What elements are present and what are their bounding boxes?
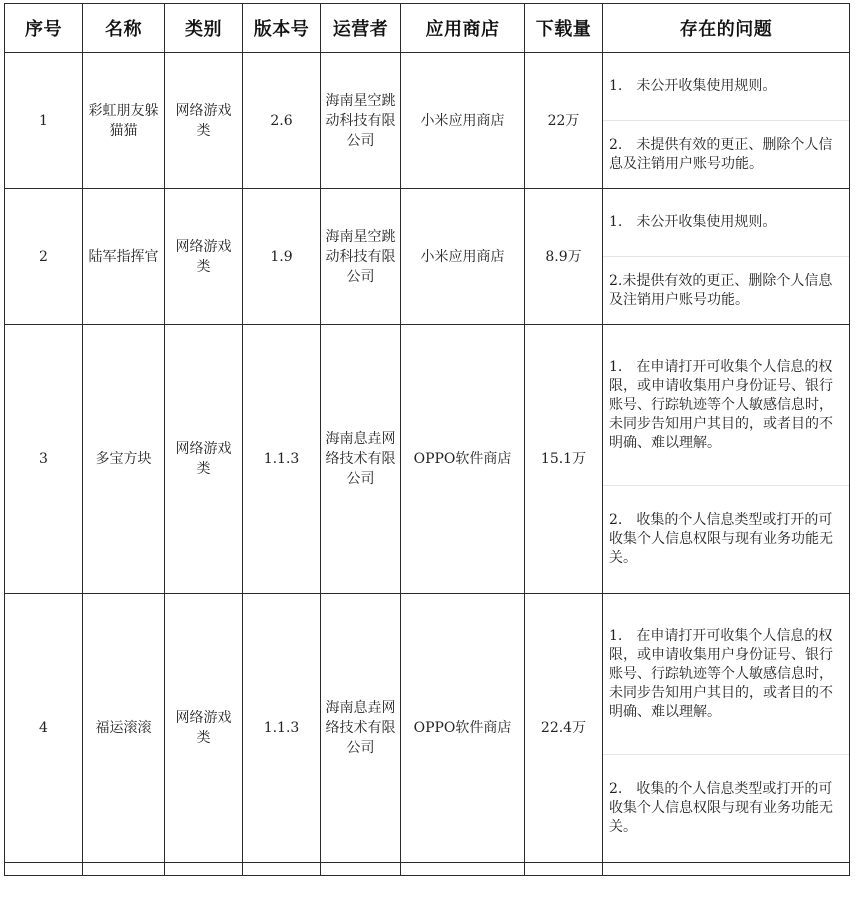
cell-downloads: 22万: [525, 53, 603, 189]
cell-category: 网络游戏类: [165, 189, 243, 325]
header-operator: 运营者: [321, 4, 401, 53]
issues-list: [603, 53, 849, 188]
cell-index: 2: [5, 189, 83, 325]
cell-index: 4: [5, 594, 83, 863]
issue-item: 1. 在申请打开可收集个人信息的权限，或申请收集用户身份证号、银行账号、行踪轨迹等个人敏感信息时，未同步告知用户其目的，或者目的不明确、难以理解。: [609, 358, 833, 451]
table-row-partial: [5, 863, 850, 876]
table-header-row: [5, 4, 850, 53]
cell-index: 3: [5, 325, 83, 594]
issue-item: 2. 未提供有效的更正、删除个人信息及注销用户账号功能。: [603, 120, 849, 188]
cell-name: 多宝方块: [83, 325, 165, 594]
cell-empty: [165, 863, 243, 876]
cell-empty: [401, 863, 525, 876]
issues-list: [603, 189, 849, 324]
issue-item: 2.未提供有效的更正、删除个人信息及注销用户账号功能。: [603, 256, 849, 324]
issue-item: 1. 未公开收集使用规则。: [609, 214, 777, 230]
header-name: 名称: [83, 4, 165, 53]
cell-version: 2.6: [243, 53, 321, 189]
table-row: [5, 53, 850, 189]
cell-empty: [5, 863, 83, 876]
issue-item: 1. 在申请打开可收集个人信息的权限，或申请收集用户身份证号、银行账号、行踪轨迹等个人敏感信息时，未同步告知用户其目的，或者目的不明确、难以理解。: [609, 627, 833, 720]
cell-operator: 海南息垚网络技术有限公司: [321, 594, 401, 863]
cell-issues: [603, 594, 850, 863]
cell-store: OPPO软件商店: [401, 325, 525, 594]
issue-item: 2. 收集的个人信息类型或打开的可收集个人信息权限与现有业务功能无关。: [603, 485, 849, 593]
header-downloads: 下载量: [525, 4, 603, 53]
cell-empty: [243, 863, 321, 876]
header-index: 序号: [5, 4, 83, 53]
cell-issues: [603, 189, 850, 325]
issue-item: 2. 收集的个人信息类型或打开的可收集个人信息权限与现有业务功能无关。: [603, 754, 849, 862]
cell-version: 1.9: [243, 189, 321, 325]
cell-issues: [603, 325, 850, 594]
table-row: [5, 594, 850, 863]
cell-category: 网络游戏类: [165, 325, 243, 594]
cell-name: 陆军指挥官: [83, 189, 165, 325]
cell-name: 福运滚滚: [83, 594, 165, 863]
table-row: [5, 189, 850, 325]
cell-empty: [321, 863, 401, 876]
issues-list: [603, 325, 849, 593]
cell-category: 网络游戏类: [165, 53, 243, 189]
cell-category: 网络游戏类: [165, 594, 243, 863]
issues-list: [603, 594, 849, 862]
table-row: [5, 325, 850, 594]
cell-store: 小米应用商店: [401, 53, 525, 189]
header-store: 应用商店: [401, 4, 525, 53]
cell-empty: [603, 863, 850, 876]
cell-downloads: 22.4万: [525, 594, 603, 863]
cell-downloads: 8.9万: [525, 189, 603, 325]
header-version: 版本号: [243, 4, 321, 53]
cell-empty: [83, 863, 165, 876]
cell-index: 1: [5, 53, 83, 189]
issue-item: 1. 未公开收集使用规则。: [609, 78, 777, 94]
cell-name: 彩虹朋友躲猫猫: [83, 53, 165, 189]
cell-operator: 海南息垚网络技术有限公司: [321, 325, 401, 594]
cell-store: 小米应用商店: [401, 189, 525, 325]
header-category: 类别: [165, 4, 243, 53]
cell-operator: 海南星空跳动科技有限公司: [321, 53, 401, 189]
header-issues: 存在的问题: [603, 4, 850, 53]
cell-empty: [525, 863, 603, 876]
cell-operator: 海南星空跳动科技有限公司: [321, 189, 401, 325]
cell-issues: [603, 53, 850, 189]
cell-version: 1.1.3: [243, 594, 321, 863]
cell-downloads: 15.1万: [525, 325, 603, 594]
cell-store: OPPO软件商店: [401, 594, 525, 863]
app-issues-table: [4, 3, 850, 876]
cell-version: 1.1.3: [243, 325, 321, 594]
